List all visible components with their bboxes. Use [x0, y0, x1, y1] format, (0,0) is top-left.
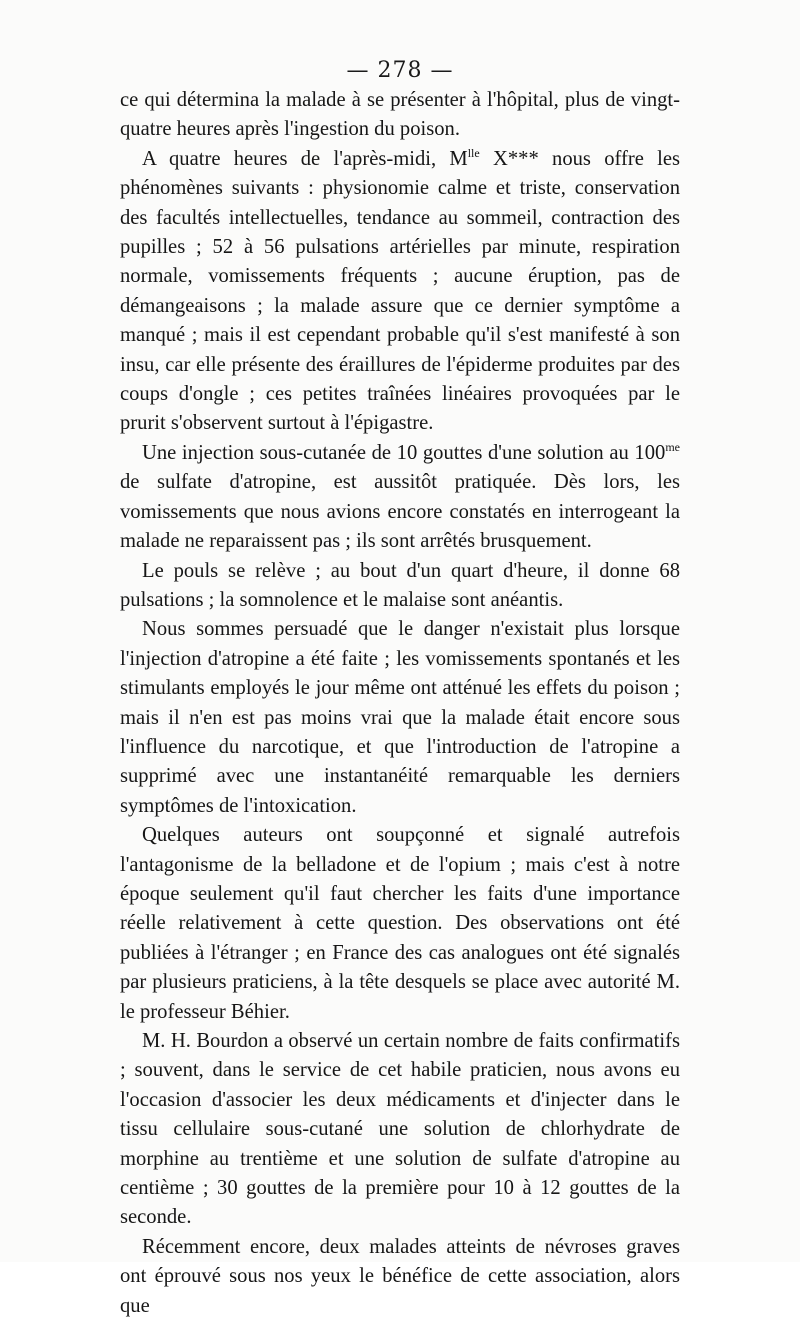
paragraph-3-superscript: me [665, 439, 680, 454]
paragraph-2-lead: A quatre heures de l'après-midi, M [142, 147, 468, 170]
paragraph-6: Quelques auteurs ont soupçonné et signalé autrefois l'antagonisme de la belladone et de l'opium ; mais c'est à notre époque seulement qu'il faut chercher les faits d'une importance réelle relativement à cette question. Des observations ont été publiées à l'étranger ; en France des cas analogues ont été signalés par plusieurs praticiens, à la tête desquels se place avec autorité M. le professeur Béhier. [120, 824, 680, 1023]
paragraph-2-superscript: lle [467, 145, 480, 160]
body-text [120, 86, 680, 1321]
paragraph-3 [120, 439, 680, 557]
paragraph-4: Le pouls se relève ; au bout d'un quart d'heure, il donne 68 pulsations ; la somnolence et le malaise sont anéantis. [120, 559, 680, 611]
paragraph-5: Nous sommes persuadé que le danger n'existait plus lorsque l'injection d'atropine a été faite ; les vomissements spontanés et les stimulants employés le jour même ont atténué les effets du poison ; mais il n'en est pas moins vrai que la malade était encore sous l'influence du narcotique, et que l'introduction de l'atropine a supprimé avec une instantanéité remarquable les derniers symptômes de l'intoxication. [120, 618, 680, 817]
page-number: — 278 — [346, 58, 454, 83]
paragraph-8: Récemment encore, deux malades atteints de névroses graves ont éprouvé sous nos yeux le bénéfice de cette association, alors que [120, 1235, 680, 1317]
paragraph-2-body: X*** nous offre les phénomènes suivants : physionomie calme et triste, conservation des facultés intellectuelles, tendance au sommeil, contraction des pupilles ; 52 à 56 pulsations artérielles par minute, respiration normale, vomissements fréquents ; aucune éruption, pas de démangeaisons ; la malade assure que ce dernier symptôme a manqué ; mais il est cependant probable qu'il s'est manifesté à son insu, car elle présente des éraillures de l'épiderme produites par des coups d'ongle ; ces petites traînées linéaires provoquées par le prurit s'observent surtout à l'épigastre. [120, 147, 681, 435]
paragraph-7: M. H. Bourdon a observé un certain nombre de faits confirmatifs ; souvent, dans le service de cet habile praticien, nous avons eu l'occasion d'associer les deux médicaments et d'injecter dans le tissu cellulaire sous-cutané une solution de chlorhydrate de morphine au trentième et une solution de sulfate d'atropine au centième ; 30 gouttes de la première pour 10 à 12 gouttes de la seconde. [120, 1030, 680, 1229]
paragraph-3-lead: Une injection sous-cutanée de 10 gouttes d'une solution au 100 [142, 441, 666, 464]
paragraph-3-body: de sulfate d'atropine, est aussitôt pratiquée. Dès lors, les vomissements que nous avions encore constatés en interrogeant la malade ne reparaissent pas ; ils sont arrêtés brusquement. [120, 471, 680, 553]
paragraph-2 [120, 145, 680, 439]
paragraph-1: ce qui détermina la malade à se présenter à l'hôpital, plus de vingt-quatre heures après l'ingestion du poison. [120, 89, 680, 141]
